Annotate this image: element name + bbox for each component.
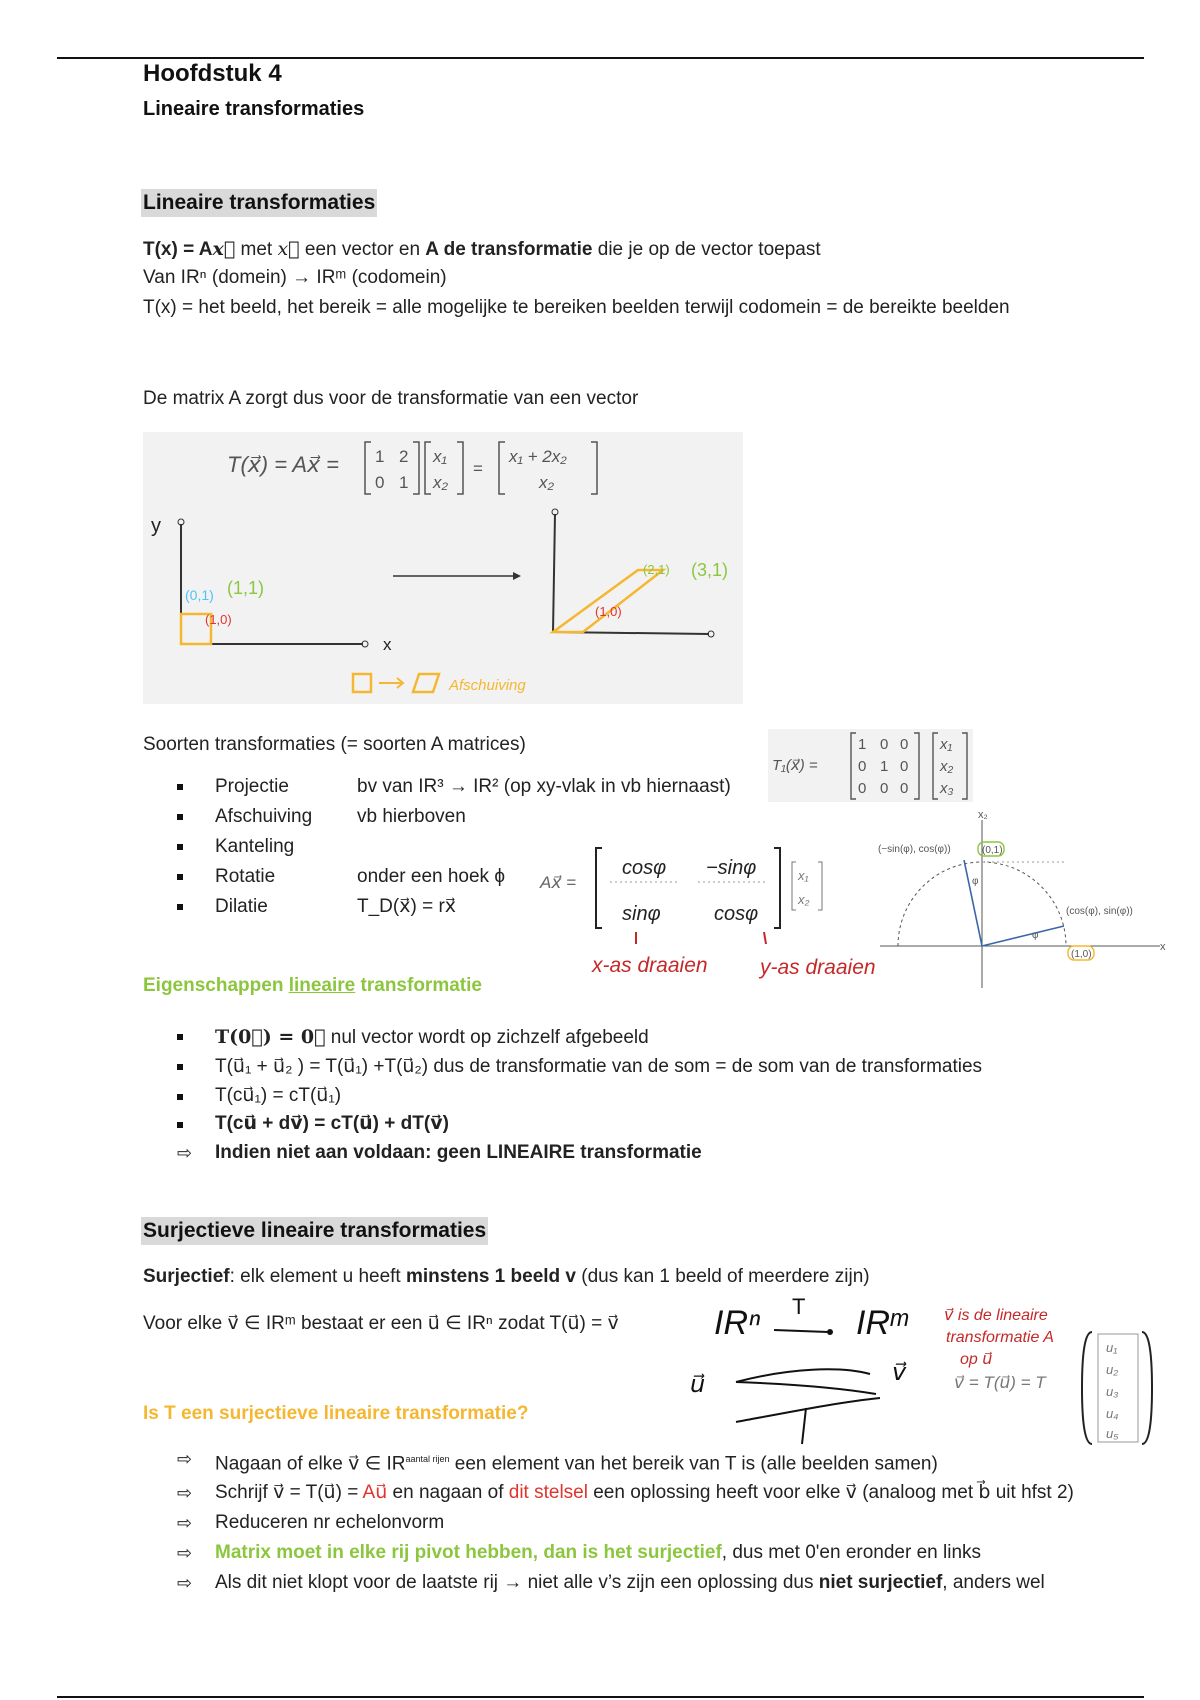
surjective-note: v⃗ is de lineaire	[944, 1307, 1048, 1324]
svg-text:x₂: x₂	[940, 758, 954, 775]
unit-circle-svg	[870, 808, 1170, 990]
svg-text:cosφ: cosφ	[714, 903, 759, 925]
label-pt-21: (2,1)	[643, 562, 670, 577]
label-pt-10: (1,0)	[205, 612, 232, 627]
svg-text:sinφ: sinφ	[622, 903, 661, 925]
rotation-matrix	[538, 838, 918, 988]
definition-line: T(x) = Ax⃗ met x⃗ een vector en A de transformatie die je op de vector toepast	[143, 238, 821, 260]
surjective-question: Is T een surjectieve lineaire transformatie?	[143, 1403, 529, 1424]
surjective-every: Voor elke v⃗ ∈ IRᵐ bestaat er een u⃗ ∈ IRⁿ zodat T(u⃗) = v⃗	[143, 1313, 619, 1334]
property-item: T(cu⃗₁) = cT(u⃗₁)	[215, 1082, 1115, 1110]
svg-text:φ: φ	[1032, 930, 1039, 941]
label-pt-11: (1,1)	[227, 578, 265, 598]
svg-text:x₂: x₂	[798, 892, 810, 907]
chapter-title: Hoofdstuk 4	[143, 60, 282, 87]
step-item: ⇨ Schrijf v⃗ = T(u⃗) = Au⃗ en nagaan of dit stelsel een oplossing heeft voor elke v⃗ (analoog met b⃗ uit hfst 2)	[177, 1482, 1074, 1503]
svg-text:(1,0): (1,0)	[1071, 949, 1092, 960]
unit-circle-figure	[870, 808, 1170, 990]
projection-formula	[768, 729, 973, 802]
rotation-matrix-svg	[538, 838, 918, 988]
kind-item: Dilatie T_D(x⃗) = rx⃗	[215, 892, 775, 922]
svg-text:v⃗ = T(u⃗) = T: v⃗ = T(u⃗) = T	[954, 1373, 1046, 1392]
shear-caption: Afschuiving	[449, 677, 526, 694]
svg-text:x₁: x₁	[940, 736, 953, 753]
svg-text:u₅: u₅	[1106, 1426, 1119, 1441]
svg-text:0: 0	[858, 758, 867, 775]
kind-item: Projectie bv van IR³ → IR² (op xy-vlak in vb hiernaast)	[215, 772, 775, 802]
y-axis-label: y	[151, 515, 161, 537]
projection-formula-svg	[768, 729, 973, 802]
svg-text:0: 0	[900, 758, 909, 775]
svg-text:0: 0	[900, 780, 909, 797]
svg-text:T₁(x⃗) =: T₁(x⃗) =	[772, 757, 818, 774]
svg-text:u₂: u₂	[1106, 1362, 1119, 1377]
svg-text:0: 0	[880, 780, 889, 797]
kind-item: Afschuiving vb hierboven	[215, 802, 775, 832]
svg-text:x₂: x₂	[539, 473, 554, 492]
property-conclusion: ⇨ Indien niet aan voldaan: geen LINEAIRE transformatie	[177, 1142, 702, 1163]
range-line: T(x) = het beeld, het bereik = alle mogelijke te bereiken beelden terwijl codomein = de bereikte beelden	[143, 297, 1010, 318]
step-item: ⇨ Reduceren nr echelonvorm	[177, 1512, 445, 1533]
section-title-surjective: Surjectieve lineaire transformaties	[141, 1217, 488, 1245]
svg-text:0: 0	[880, 736, 889, 753]
svg-text:x₂: x₂	[433, 473, 448, 492]
svg-text:1: 1	[858, 736, 867, 753]
surjective-steps	[177, 1444, 1175, 1598]
label-pt-31: (3,1)	[691, 560, 729, 580]
property-item: T(0⃗) = 0⃗ nul vector wordt op zichzelf afgebeeld	[215, 1022, 1115, 1052]
svg-text:u₄: u₄	[1106, 1406, 1119, 1421]
domain-line: Van IRⁿ (domein) → IRᵐ (codomein)	[143, 267, 447, 288]
svg-text:v⃗: v⃗	[892, 1359, 907, 1386]
svg-text:x₁: x₁	[798, 868, 809, 883]
svg-text:0: 0	[900, 736, 909, 753]
svg-text:x: x	[1160, 941, 1166, 953]
step-item: ⇨ Nagaan of elke v⃗ ∈ $IR^{aantal rijen}$ een element van het bereik van T is (alle beelden samen)	[177, 1449, 938, 1475]
svg-text:Ax⃗ =: Ax⃗ =	[540, 873, 577, 892]
bottom-rule	[57, 1696, 1144, 1698]
svg-text:transformatie A: transformatie A	[946, 1329, 1054, 1346]
top-rule	[57, 57, 1144, 59]
step-item: ⇨ Als dit niet klopt voor de laatste rij → niet alle v’s zijn een oplossing dus niet surjectief, anders wel	[177, 1572, 1045, 1593]
svg-text:IRᵐ: IRᵐ	[856, 1304, 907, 1342]
properties-title: Eigenschappen lineaire transformatie	[143, 975, 482, 996]
shear-figure-svg	[143, 432, 743, 704]
surjective-definition: Surjectief: elk element u heeft minstens 1 beeld v (dus kan 1 beeld of meerdere zijn)	[143, 1266, 870, 1287]
kind-item: Rotatie onder een hoek ϕ	[215, 862, 775, 892]
svg-text:(−sin(φ), cos(φ)): (−sin(φ), cos(φ))	[878, 844, 951, 855]
note-x-axis: x-as draaien	[592, 954, 708, 977]
svg-text:2: 2	[399, 447, 409, 466]
svg-text:IRⁿ: IRⁿ	[714, 1304, 761, 1342]
svg-text:x₁ + 2x₂: x₁ + 2x₂	[509, 447, 567, 466]
svg-text:0: 0	[858, 780, 867, 797]
section-title-linear: Lineaire transformaties	[141, 189, 377, 217]
svg-text:x₂: x₂	[978, 809, 988, 821]
kinds-intro: Soorten transformaties (= soorten A matrices)	[143, 734, 526, 755]
chapter-subtitle: Lineaire transformaties	[143, 98, 365, 120]
svg-text:φ: φ	[972, 876, 979, 887]
note-y-axis: y-as draaien	[760, 956, 876, 979]
step-item: ⇨ Matrix moet in elke rij pivot hebben, dan is het surjectief, dus met 0'en eronder en links	[177, 1542, 982, 1563]
label-pt-10b: (1,0)	[595, 604, 622, 619]
surjective-sketch	[690, 1292, 1160, 1452]
surjective-sketch-svg	[690, 1292, 1160, 1452]
matrix-intro: De matrix A zorgt dus voor de transformatie van een vector	[143, 388, 639, 409]
svg-text:1: 1	[399, 473, 409, 492]
svg-text:1: 1	[880, 758, 889, 775]
svg-text:op u⃗: op u⃗	[960, 1351, 993, 1368]
svg-text:(0,1): (0,1)	[982, 845, 1003, 856]
shear-figure	[143, 432, 743, 704]
shear-formula: T(x⃗) = Ax⃗ =	[227, 452, 340, 477]
x-axis-label: x	[383, 635, 392, 654]
label-pt-01: (0,1)	[185, 587, 214, 603]
property-item: T(cu⃗ + dv⃗) = cT(u⃗) + dT(v⃗)	[215, 1110, 1115, 1138]
svg-text:cosφ: cosφ	[622, 857, 667, 879]
svg-text:x₃: x₃	[940, 780, 954, 797]
svg-text:u₃: u₃	[1106, 1384, 1119, 1399]
svg-text:1: 1	[375, 447, 385, 466]
svg-text:(cos(φ), sin(φ)): (cos(φ), sin(φ))	[1066, 906, 1133, 917]
svg-text:T: T	[792, 1294, 806, 1319]
svg-text:=: =	[473, 459, 483, 478]
svg-text:x₁: x₁	[433, 447, 447, 466]
svg-text:−sinφ: −sinφ	[706, 857, 757, 879]
svg-text:u₁: u₁	[1106, 1340, 1118, 1355]
svg-text:0: 0	[375, 473, 385, 492]
svg-text:u⃗: u⃗	[690, 1371, 706, 1398]
kind-item: Kanteling	[215, 832, 775, 862]
properties-list	[177, 1022, 1115, 1168]
property-item: T(u⃗₁ + u⃗₂ ) = T(u⃗₁) +T(u⃗₂) dus de transformatie van de som = de som van de transformaties	[215, 1052, 1115, 1082]
